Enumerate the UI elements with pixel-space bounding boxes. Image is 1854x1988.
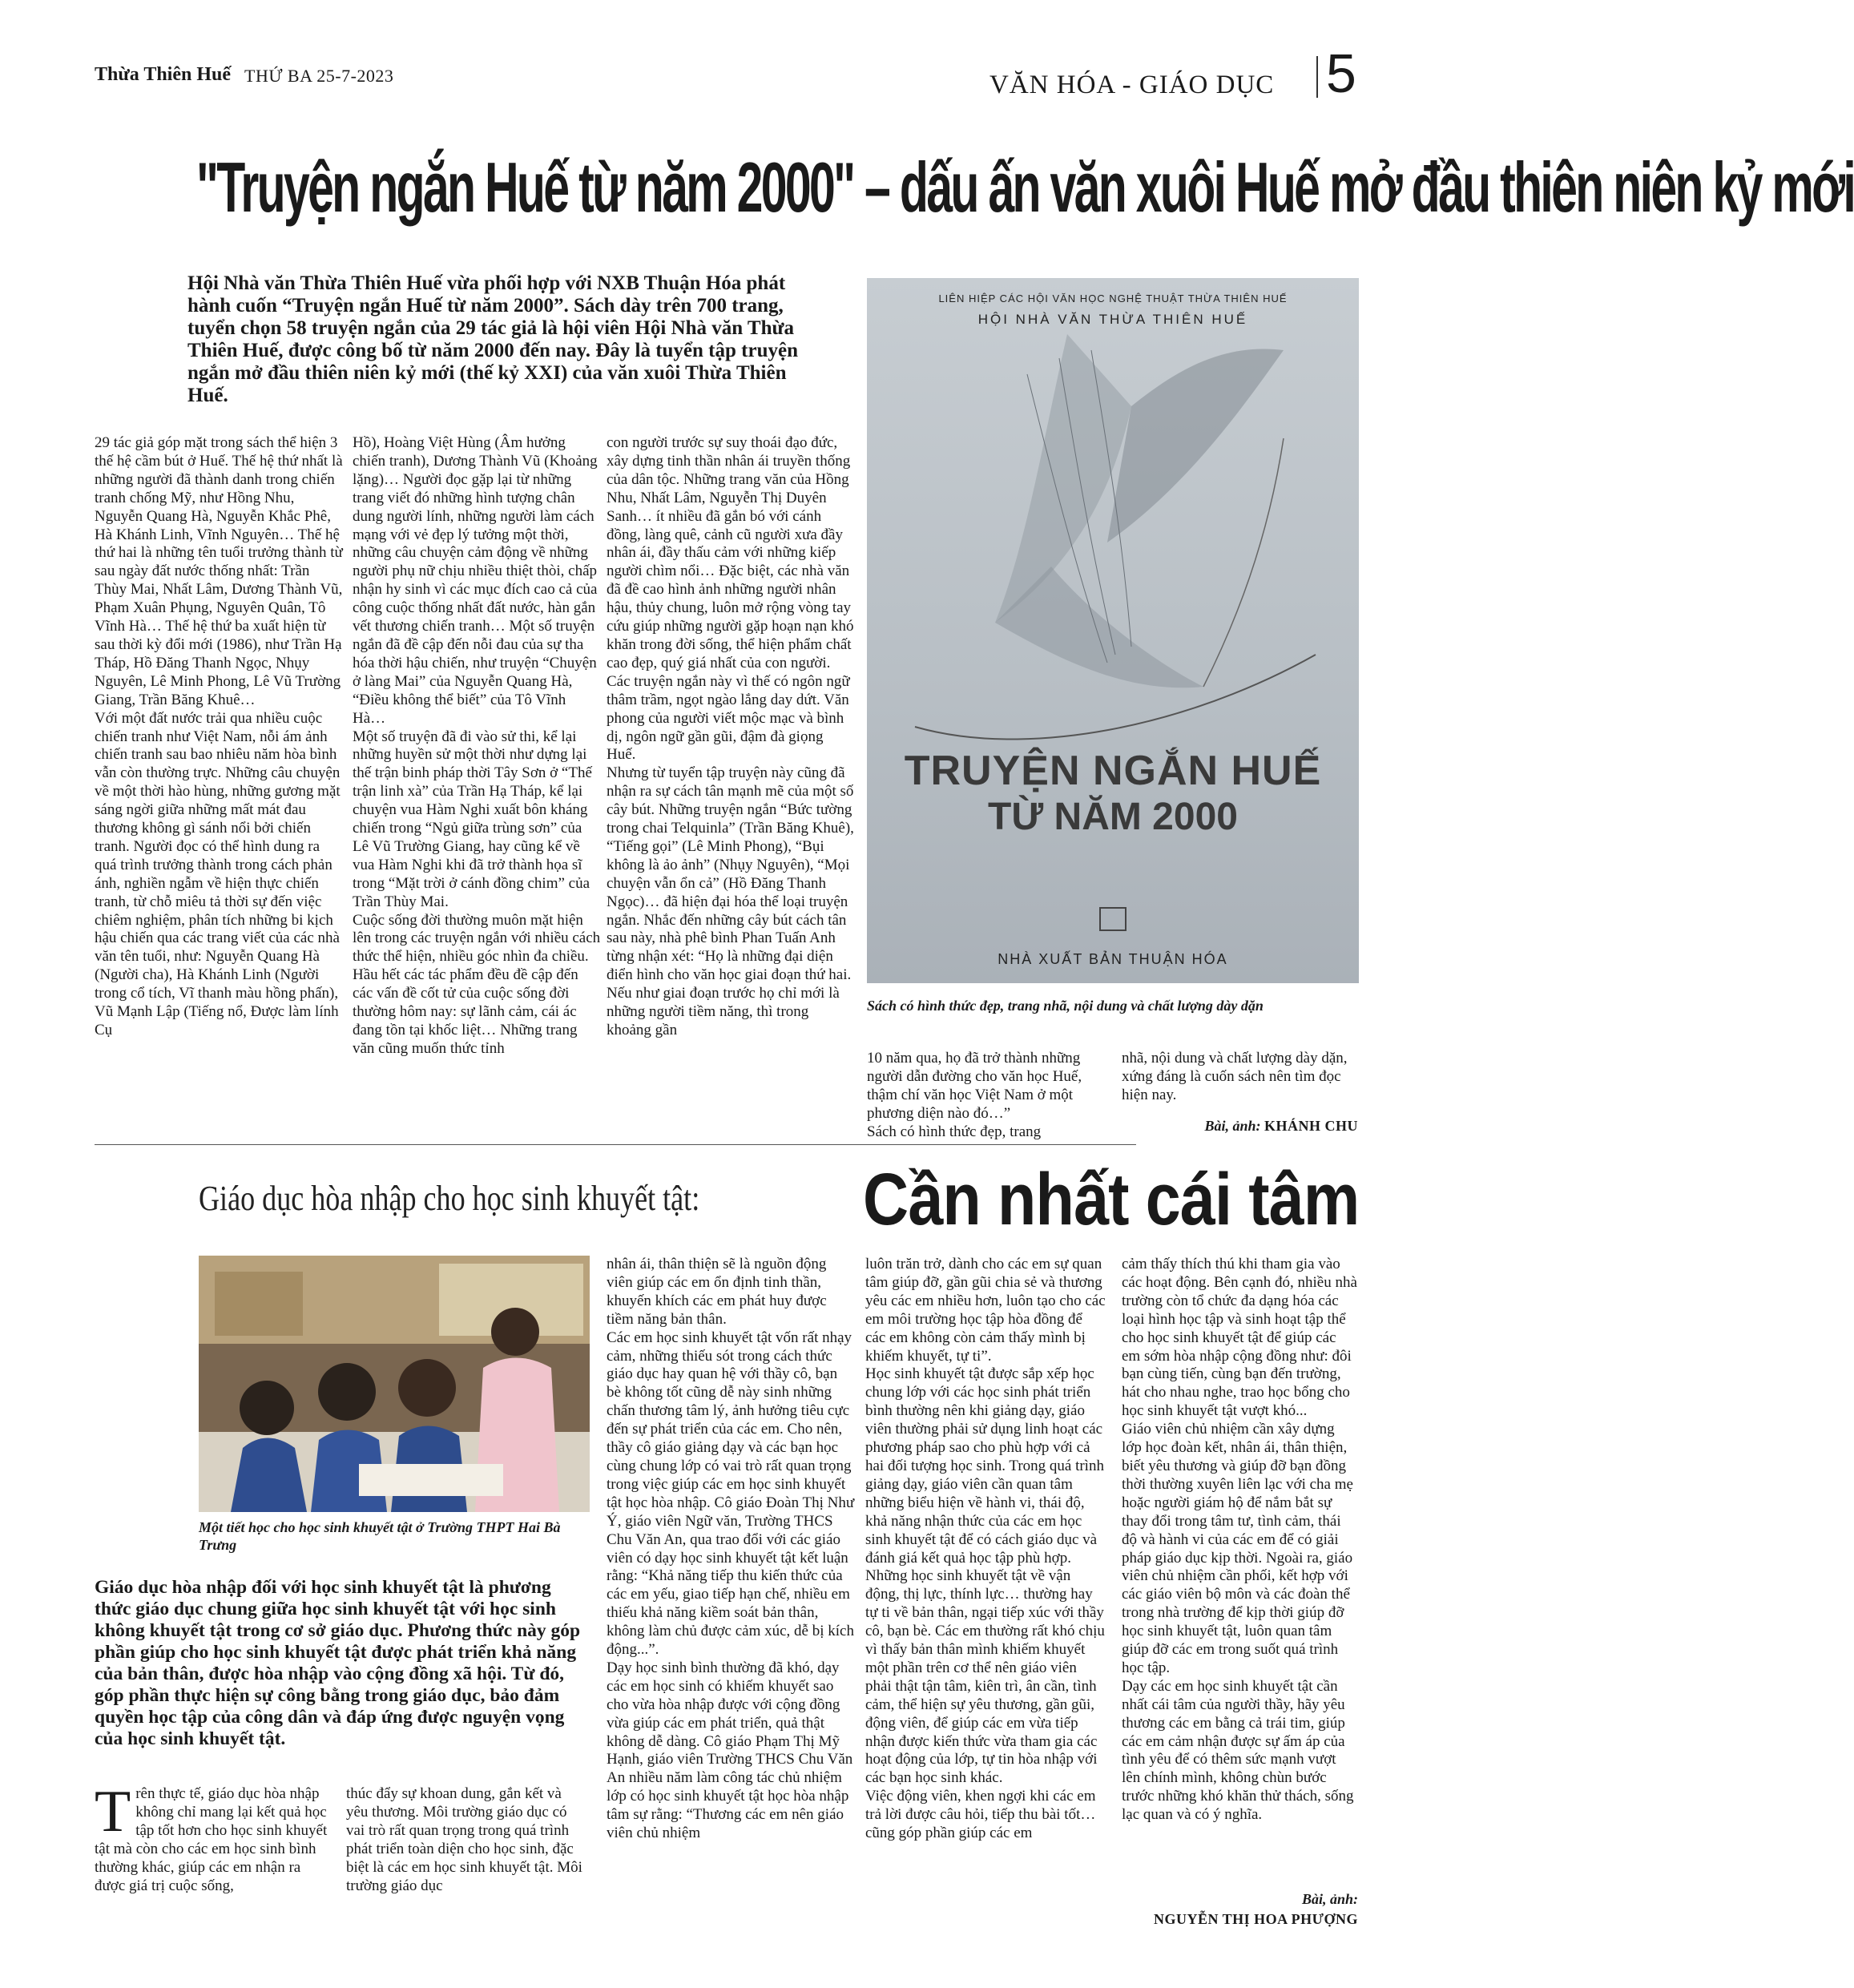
article2-column-1-text: rên thực tế, giáo dục hòa nhập không chỉ mang lại kết quả học tập tốt hơn cho học sinh khuyết tật mà còn cho các em học sinh bình thường khác, giúp các em nhận ra được giá trị cuộc sống, (95, 1785, 328, 1894)
publisher-logo-icon (1099, 907, 1127, 931)
article2-lead: Giáo dục hòa nhập đối với học sinh khuyết tật là phương thức giáo dục chung giữa học sinh khuyết tật với học sinh không khuyết tật trong cơ sở giáo dục. Phương thức này góp phần giúp cho học sinh khuyết tật được phát triển khả năng của bản thân, được hòa nhập vào cộng đồng xã hội. Từ đó, góp phần thực hiện sự công bằng trong giáo dục, bảo đảm quyền học tập của công dân và đáp ứng được nguyện vọng của học sinh khuyết tật. (95, 1577, 581, 1749)
publication-name: Thừa Thiên Huế (95, 64, 232, 85)
header-divider (1316, 56, 1318, 98)
issue-date: THỨ BA 25-7-2023 (244, 66, 394, 86)
article2-column-4: luôn trăn trở, dành cho các em sự quan tâm giúp đỡ, gần gũi chia sẻ và thương yêu các em nhiều hơn, luôn tạo cho các em môi trường học tập hòa đồng để các em không còn cảm thấy mình bị khiếm khuyết, tự ti”. Học sinh khuyết tật được sắp xếp học chung lớp với các học sinh phát triển bình thường nên khi giảng dạy, giáo viên thường phải sử dụng linh hoạt các phương pháp sao cho phù hợp với cả hai đối tượng học sinh. Trong quá trình giảng dạy, giáo viên cần quan tâm những biểu hiện về hành vi, thái độ, khả năng nhận thức của các em học sinh khuyết tật để có cách giáo dục và đánh giá kết quả học tập phù hợp. Những học sinh khuyết tật về vận động, thị lực, thính lực… thường hay tự ti về bản thân, ngại tiếp xúc với thầy cô, bạn bè. Các em thường rất khó chịu vì thấy bản thân mình khiếm khuyết một phần trên cơ thể nên giáo viên phải thật tận tâm, kiên trì, ân cần, tình cảm, thể hiện sự yêu thương, gần gũi, động viên, để giúp các em vừa tiếp nhận được kiến thức vừa tham gia các hoạt động của lớp, tự tin hòa nhập với các bạn học sinh khác. Việc động viên, khen ngợi khi các em trả lời được câu hỏi, tiếp thu bài tốt… cũng góp phần giúp các em (865, 1256, 1106, 1842)
article2-column-5: cảm thấy thích thú khi tham gia vào các hoạt động. Bên cạnh đó, nhiều nhà trường còn tổ chức đa dạng hóa các loại hình học tập và sinh hoạt tập thể cho học sinh khuyết tật để giúp các em sớm hòa nhập cộng đồng như: đôi bạn cùng tiến, cùng bạn đến trường, hát cho nhau nghe, trao học bổng cho học sinh khuyết tật vượt khó... Giáo viên chủ nhiệm cần xây dựng lớp học đoàn kết, nhân ái, thân thiện, biết yêu thương và giúp đỡ bạn đồng thời thường xuyên liên lạc với cha mẹ hoặc người giám hộ để nắm bắt sự thay đổi trong tâm tư, tình cảm, thái độ và hành vi của các em để có giải pháp giáo dục kịp thời. Ngoài ra, giáo viên chủ nhiệm cần phối, kết hợp với các giáo viên bộ môn và các đoàn thể trong nhà trường để kịp thời giúp đỡ học sinh khuyết tật, luôn quan tâm giúp đỡ các em trong suốt quá trình học tập. Dạy các em học sinh khuyết tật cần nhất cái tâm của người thầy, hãy yêu thương các em bằng cả trái tim, giúp các em cảm nhận được sự ấm áp của tình yêu để có thêm sức mạnh vượt lên chính mình, không chùn bước trước những khó khăn thử thách, sống lạc quan và có ý nghĩa. (1122, 1256, 1357, 1824)
article2-column-2: thúc đẩy sự khoan dung, gắn kết và yêu thương. Môi trường giáo dục có vai trò rất quan trọng trong quá trình phát triển toàn diện cho học sinh, đặc biệt là các em học sinh khuyết tật. Môi trường giáo dục (346, 1785, 582, 1894)
article2-byline-name: NGUYỄN THỊ HOA PHƯỢNG (1153, 1911, 1358, 1927)
article1-column-2: Hồ), Hoàng Việt Hùng (Âm hưởng chiến tranh), Dương Thành Vũ (Khoảng lặng)… Người đọc gặp lại từ những trang viết đó những hình tượng chân dung người lính, những người làm cách mạng với vẻ đẹp lý tưởng một thời, những câu chuyện cảm động về những người phụ nữ chịu nhiều thiệt thòi, chấp nhận hy sinh vì các mục đích cao cả của công cuộc thống nhất đất nước, hàn gắn vết thương chiến tranh… Một số truyện ngắn đã đề cập đến nỗi đau của sự tha hóa thời hậu chiến, như truyện “Chuyện ở làng Mai” của Nguyễn Quang Hà, “Điều không thể biết” của Tô Vĩnh Hà… Một số truyện đã đi vào sử thi, kể lại những huyền sử một thời như dựng lại thế trận binh pháp thời Tây Sơn ở “Thế trận linh xà” của Trần Hạ Tháp, kể lại chuyện vua Hàm Nghi xuất bôn kháng chiến trong “Ngủ giữa trùng sơn” của Lê Vũ Trường Giang, hay cũng kể về vua Hàm Nghi khi đã trở thành họa sĩ trong “Mặt trời ở cánh đồng chim” của Trần Thùy Mai. Cuộc sống đời thường muôn mặt hiện lên trong các truyện ngắn với nhiều cách thức thể hiện, nhiều góc nhìn đa chiều. Hầu hết các tác phẩm đều đề cập đến các vấn đề cốt tử của cuộc sống đời thường hôm nay: sự lãnh cảm, cái ác đang tồn tại khốc liệt… Những trang văn cũng muốn thức tỉnh (353, 434, 601, 1057)
article1-byline (1122, 1118, 1358, 1135)
article1-byline-label: Bài, ảnh: (1204, 1118, 1261, 1134)
article2-column-1 (95, 1779, 335, 1895)
article1-column-1: 29 tác giả góp mặt trong sách thể hiện 3 thế hệ cầm bút ở Huế. Thế hệ thứ nhất là những người đã thành danh trong chiến tranh chống Mỹ, như Hồng Nhu, Nguyễn Quang Hà, Nguyễn Khắc Phê, Hà Khánh Linh, Vĩnh Nguyên… Thế hệ thứ hai là những tên tuổi trưởng thành từ sau ngày đất nước thống nhất: Trần Thùy Mai, Nhất Lâm, Dương Thành Vũ, Phạm Xuân Phụng, Nguyên Quân, Tô Vĩnh Hà… Thế hệ thứ ba xuất hiện từ sau thời kỳ đổi mới (1986), như Trần Hạ Tháp, Hồ Đăng Thanh Ngọc, Nhụy Nguyên, Lê Minh Phong, Lê Vũ Trường Giang, Trần Băng Khuê… Với một đất nước trải qua nhiều cuộc chiến tranh như Việt Nam, nỗi ám ảnh chiến tranh sau bao nhiêu năm hòa bình vẫn còn thường trực. Những câu chuyện về một thời hào hùng, những gương mặt sáng ngời giữa những mất mát đau thương không gì sánh nổi bởi chiến tranh. Người đọc có thể hình dung ra quá trình trưởng thành trong cách phản ánh, nghiền ngẫm về hiện thực chiến tranh, từ chỗ miêu tả thời sự đến việc chiêm nghiệm, phân tích những bi kịch hậu chiến qua các trang viết của các nhà văn tên tuổi, như: Nguyễn Quang Hà (Người cha), Hà Khánh Linh (Người trong cổ tích, Vĩ thanh màu hồng phấn), Vũ Mạnh Lập (Tiếng nổ, Được làm lính Cụ (95, 434, 343, 1038)
book-cover-image (867, 278, 1359, 983)
book-cover-publisher: NHÀ XUẤT BẢN THUẬN HÓA (998, 951, 1228, 967)
article1-byline-name: KHÁNH CHU (1264, 1118, 1358, 1134)
article2-column-3: nhân ái, thân thiện sẽ là nguồn động viên giúp các em ổn định tinh thần, khuyến khích các em phát huy được tiềm năng bản thân. Các em học sinh khuyết tật vốn rất nhạy cảm, những thiếu sót trong cách thức giáo dục hay quan hệ với thầy cô, bạn bè không tốt cũng dễ này sinh những chấn thương tâm lý, ảnh hưởng tiêu cực đến sự phát triển của các em. Cho nên, thầy cô giáo giảng dạy và các bạn học cùng chung lớp có vai trò rất quan trọng trong việc giúp các em học sinh khuyết tật học hòa nhập. Cô giáo Đoàn Thị Như Ý, giáo viên Ngữ văn, Trường THCS Chu Văn An, qua trao đổi với các giáo viên có dạy học sinh khuyết tật kết luận rằng: “Khả năng tiếp thu kiến thức của các em yếu, giao tiếp hạn chế, nhiều em thiếu khả năng kiềm soát bản thân, không làm chủ được cảm xúc, dễ bị kích động...”. Dạy học sinh bình thường đã khó, dạy các em học sinh có khiếm khuyết sao cho vừa hòa nhập được với cộng đồng vừa giúp các em phát triển, quả thật không dễ dàng. Cô giáo Phạm Thị Mỹ Hạnh, giáo viên Trường THCS Chu Văn An nhiều năm làm công tác chủ nhiệm lớp có học sinh khuyết tật học hòa nhập tâm sự rằng: “Thương các em nên giáo viên chủ nhiệm (607, 1256, 855, 1842)
book-cover-caption: Sách có hình thức đẹp, trang nhã, nội dung và chất lượng dày dặn (867, 998, 1264, 1014)
article2-byline-label: Bài, ảnh: (1301, 1891, 1358, 1907)
article1-column-4: 10 năm qua, họ đã trở thành những người dẫn đường cho văn học Huế, thậm chí văn học Việt Nam ở một phương diện nào đó…” Sách có hình thức đẹp, trang (867, 1050, 1082, 1140)
article1-column-5: nhã, nội dung và chất lượng dày dặn, xứng đáng là cuốn sách nên tìm đọc hiện nay. (1122, 1050, 1348, 1103)
book-cover-association-name: HỘI NHÀ VĂN THỪA THIÊN HUẾ (977, 312, 1248, 327)
article1-lead: Hội Nhà văn Thừa Thiên Huế vừa phối hợp với NXB Thuận Hóa phát hành cuốn “Truyện ngắn Huế từ năm 2000”. Sách dày trên 700 trang, tuyển chọn 58 truyện ngắn của 29 tác giả là hội viên Hội Nhà văn Thừa Thiên Huế, được công bố từ năm 2000 đến nay. Đây là tuyển tập truyện ngắn mở đầu thiên niên kỷ mới (thế kỷ XXI) của văn xuôi Thừa Thiên Huế. (187, 272, 798, 406)
article-divider (95, 1144, 1136, 1145)
page-number: 5 (1326, 43, 1356, 104)
classroom-photo-caption: Một tiết học cho học sinh khuyết tật ở Trường THPT Hai Bà Trưng (199, 1519, 561, 1553)
article1-headline: "Truyện ngắn Huế từ năm 2000" – dấu ấn văn xuôi Huế mở đầu thiên niên kỷ mới (196, 147, 1854, 227)
dropcap-letter: T (95, 1779, 131, 1845)
book-cover-subtitle: TỪ NĂM 2000 (988, 796, 1238, 838)
classroom-photo (199, 1256, 590, 1512)
book-cover-artwork (867, 278, 1359, 983)
article2-headline: Cần nhất cái tâm (863, 1159, 1360, 1240)
book-cover-association: LIÊN HIỆP CÁC HỘI VĂN HỌC NGHỆ THUẬT THỪA THIÊN HUẾ (938, 292, 1288, 304)
book-cover-title: TRUYỆN NGẮN HUẾ (904, 748, 1322, 794)
article1-column-3: con người trước sự suy thoái đạo đức, xây dựng tinh thần nhân ái truyền thống của dân tộc. Những trang văn của Hồng Nhu, Nhất Lâm, Nguyễn Thị Duyên Sanh… ít nhiều đã gắn bó với cánh đồng, làng quê, cảnh cũ người xưa đầy nhân ái, đầy thấu cảm với những kiếp người chìm nổi… Đặc biệt, các nhà văn đã đề cao hình ảnh những người nhân hậu, thủy chung, luôn mở rộng vòng tay cứu giúp những người gặp hoạn nạn khó khăn trong đời sống, thể hiện phẩm chất cao đẹp, quý giá nhất của con người. Các truyện ngắn này vì thế có ngôn ngữ thâm trầm, ngọt ngào lắng day dứt. Văn phong của người viết mộc mạc và bình dị, ngôn ngữ gần gũi, đậm đà giọng Huế. Nhưng từ tuyển tập truyện này cũng đã nhận ra sự cách tân mạnh mẽ của một số cây bút. Những truyện ngắn “Bức tường trong chai Telquinla” (Trần Băng Khuê), “Tiếng gọi” (Lê Minh Phong), “Bụi không là ảo ảnh” (Nhụy Nguyên), “Mọi chuyện vẫn ổn cả” (Hồ Đăng Thanh Ngọc)… đã hiện đại hóa thể loại truyện ngắn. Nhắc đến những cây bút cách tân sau này, nhà phê bình Phan Tuấn Anh từng nhận xét: “Họ là những đại diện điển hình cho văn học giai đoạn thứ hai. Nếu như giai đoạn trước họ chỉ mới là những người tiềm năng, thì trong khoảng gần (607, 434, 854, 1038)
section-title: VĂN HÓA - GIÁO DỤC (989, 71, 1275, 99)
classroom-photo-illustration (199, 1256, 590, 1512)
article2-kicker: Giáo dục hòa nhập cho học sinh khuyết tật: (199, 1179, 700, 1218)
